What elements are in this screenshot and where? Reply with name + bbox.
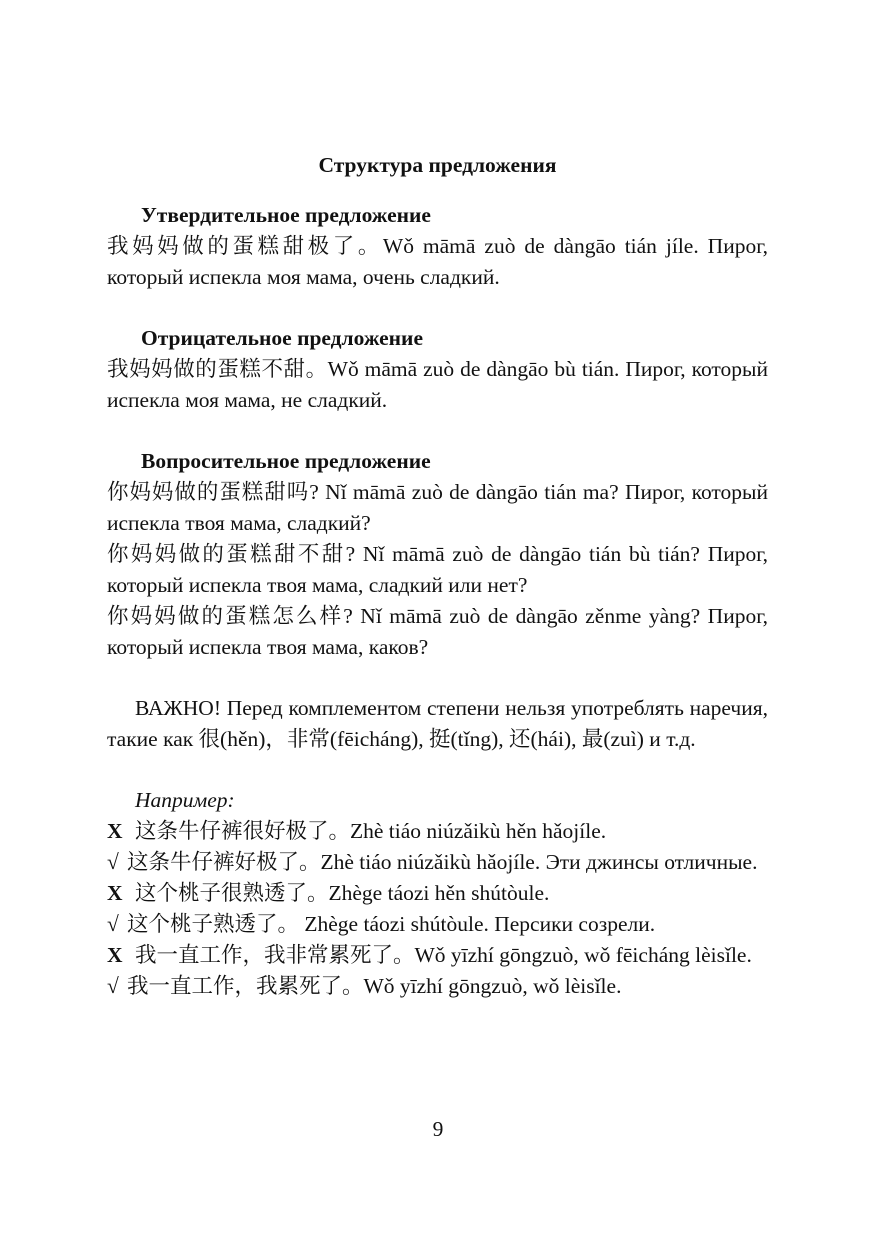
example-correct <box>107 847 768 878</box>
check-mark: √ <box>107 912 119 936</box>
example-incorrect <box>107 878 768 909</box>
interrogative-section <box>107 446 768 663</box>
example-sentence: 我妈妈做的蛋糕不甜。Wǒ māmā zuò de dàngāo bù tián. Пирог, который испекла моя мама, не сладкий. <box>107 357 768 412</box>
section-heading: Отрицательное предложение <box>141 326 423 350</box>
affirmative-section <box>107 200 768 293</box>
example-text: 我一直工作，我非常累死了。Wǒ yīzhí gōngzuò, wǒ fēicháng lèisǐle. <box>135 943 752 967</box>
example-sentence: 你妈妈做的蛋糕甜不甜? Nǐ māmā zuò de dàngāo tián bù tián? Пирог, который испекла твоя мама, сладкий или нет? <box>107 542 768 597</box>
wrong-mark: X <box>107 943 123 967</box>
page-number: 9 <box>432 1117 444 1141</box>
example-sentence: 你妈妈做的蛋糕怎么样? Nǐ māmā zuò de dàngāo zěnme yàng? Пирог, который испекла твоя мама, каков? <box>107 604 768 659</box>
check-mark: √ <box>107 850 119 874</box>
example-incorrect <box>107 940 768 971</box>
examples-label: Например: <box>135 788 235 812</box>
example-sentence: 你妈妈做的蛋糕甜吗? Nǐ māmā zuò de dàngāo tián ma? Пирог, который испекла твоя мама, сладкий? <box>107 480 768 535</box>
example-text: 这个桃子熟透了。 Zhège táozi shútòule. Персики созрели. <box>127 912 656 936</box>
page-title: Структура предложения <box>318 153 557 177</box>
page-body <box>107 150 768 1002</box>
wrong-mark: X <box>107 881 123 905</box>
example-text: 这条牛仔裤很好极了。Zhè tiáo niúzǎikù hěn hǎojíle. <box>135 819 607 843</box>
example-text: 我一直工作，我累死了。Wǒ yīzhí gōngzuò, wǒ lèisǐle. <box>127 974 622 998</box>
section-heading: Утвердительное предложение <box>141 203 431 227</box>
example-correct <box>107 971 768 1002</box>
wrong-mark: X <box>107 819 123 843</box>
example-correct <box>107 909 768 940</box>
example-text: 这个桃子很熟透了。Zhège táozi hěn shútòule. <box>135 881 550 905</box>
example-text: 这条牛仔裤好极了。Zhè tiáo niúzǎikù hǎojíle. Эти джинсы отличные. <box>127 850 758 874</box>
negative-section <box>107 323 768 416</box>
section-heading: Вопросительное предложение <box>141 449 431 473</box>
important-note: ВАЖНО! Перед комплементом степени нельзя употреблять наречия, такие как 很(hěn)，非常(fēicháng), 挺(tǐng), 还(hái), 最(zuì) и т.д. <box>107 696 768 751</box>
example-sentence: 我妈妈做的蛋糕甜极了。Wǒ māmā zuò de dàngāo tián jíle. Пирог, который испекла моя мама, очень сладкий. <box>107 234 768 289</box>
example-incorrect <box>107 816 768 847</box>
check-mark: √ <box>107 974 119 998</box>
